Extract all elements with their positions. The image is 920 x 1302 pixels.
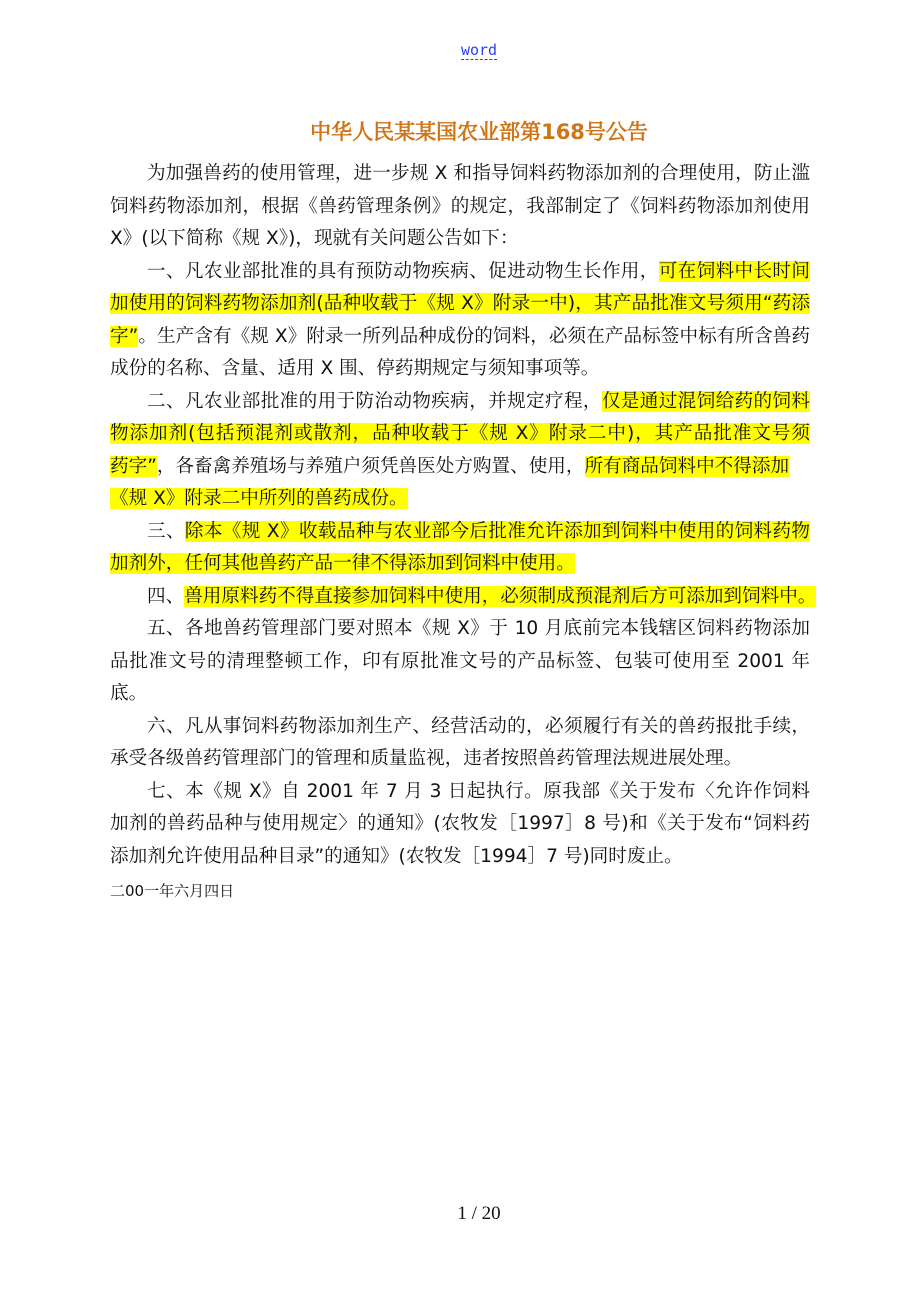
text-line	[110, 418, 810, 451]
text-segment: 为加强兽药的使用管理，进一步规 X 和指导饲料药物添加剂的合理使用，防止滥	[147, 163, 810, 184]
highlighted-text: 药字”	[110, 455, 157, 477]
paragraph	[110, 516, 810, 581]
paragraph	[110, 386, 810, 516]
text-line	[110, 516, 810, 549]
text-segment: 添加剂允许使用品种目录”的通知》(农牧发［1994］7 号)同时废止。	[110, 845, 683, 867]
text-segment: 四、	[147, 585, 185, 607]
text-line	[110, 191, 810, 224]
text-segment: 二、凡农业部批准的用于防治动物疾病，并规定疗程，	[147, 390, 602, 412]
text-line	[110, 581, 817, 614]
paragraph	[110, 581, 817, 614]
text-segment: 底。	[110, 683, 148, 704]
document-body	[110, 158, 817, 908]
text-line	[110, 353, 810, 386]
text-line	[110, 451, 810, 484]
text-segment: ，各畜禽养殖场与养殖户须凭兽医处方购置、使用，	[156, 455, 585, 477]
page-number: 1 / 20	[457, 1203, 501, 1224]
text-line	[110, 613, 810, 646]
text-line	[110, 646, 810, 679]
text-segment: X》(以下简称《规 X》)，现就有关问题公告如下：	[110, 228, 519, 249]
paragraph	[110, 776, 810, 874]
text-line	[110, 321, 810, 354]
highlighted-text: 兽用原料药不得直接参加饲料中使用，必须制成预混剂后方可添加到饲料中。	[184, 585, 817, 607]
highlighted-text: 《规 X》附录二中所列的兽药成份。	[110, 488, 408, 509]
paragraph	[110, 256, 810, 386]
text-segment: 。生产含有《规 X》附录一所列品种成份的饲料，必须在产品标签中标有所含兽药	[138, 325, 810, 347]
highlighted-text: 物添加剂(包括预混剂或散剂，品种收载于《规 X》附录二中)，其产品批准文号须	[110, 423, 810, 451]
text-line	[110, 711, 810, 744]
text-line	[110, 743, 810, 776]
text-segment: 五、各地兽药管理部门要对照本《规 X》于 10 月底前完本钱辖区饲料药物添加	[147, 618, 810, 639]
text-segment: 三、	[147, 520, 185, 542]
text-line	[110, 841, 810, 874]
signature-date: 二00一年六月四日	[110, 882, 235, 900]
document-title: 中华人民某某国农业部第168号公告	[310, 120, 648, 144]
header-word-link[interactable]: word	[460, 41, 498, 59]
highlighted-text: 所有商品饲料中不得添加	[584, 455, 790, 477]
text-segment: 加剂的兽药品种与使用规定〉的通知》(农牧发［1997］8 号)和《关于发布“饲料药	[110, 813, 810, 834]
text-line	[110, 288, 810, 321]
text-segment: 饲料药物添加剂，根据《兽药管理条例》的规定，我部制定了《饲料药物添加剂使用	[110, 195, 810, 217]
text-segment: 承受各级兽药管理部门的管理和质量监视，违者按照兽药管理法规进展处理。	[110, 748, 743, 769]
highlighted-text: 可在饲料中长时间	[147, 261, 810, 289]
text-line	[110, 483, 810, 516]
highlighted-text: 仅是通过混饲给药的饲料	[147, 391, 810, 419]
text-line	[110, 386, 810, 419]
text-line	[110, 808, 810, 841]
text-line	[110, 223, 810, 256]
text-line	[110, 678, 810, 711]
paragraph	[110, 711, 810, 776]
highlighted-text: 除本《规 X》收载品种与农业部今后批准允许添加到饲料中使用的饲料药物	[147, 521, 810, 549]
highlighted-text: 加使用的饲料药物添加剂(品种收载于《规 X》附录一中)，其产品批准文号须用“药添	[110, 293, 810, 314]
text-segment: 六、凡从事饲料药物添加剂生产、经营活动的，必须履行有关的兽药报批手续，	[147, 715, 810, 737]
highlighted-text: 字”	[110, 325, 139, 347]
paragraph	[110, 158, 810, 256]
text-line	[110, 256, 810, 289]
text-line	[110, 776, 810, 809]
header	[0, 40, 920, 59]
text-segment: 成份的名称、含量、适用 X 围、停药期规定与须知事项等。	[110, 358, 600, 379]
text-segment: 一、凡农业部批准的具有预防动物疾病、促进动物生长作用，	[147, 260, 659, 282]
paragraph	[110, 613, 810, 711]
text-line	[110, 548, 810, 581]
highlighted-text: 加剂外，任何其他兽药产品一律不得添加到饲料中使用。	[110, 553, 575, 574]
text-segment: 七、本《规 X》自 2001 年 7 月 3 日起执行。原我部《关于发布〈允许作饲料	[147, 780, 810, 802]
text-segment: 品批准文号的清理整顿工作，印有原批准文号的产品标签、包装可使用至 2001 年	[110, 650, 810, 672]
text-line	[110, 158, 810, 191]
